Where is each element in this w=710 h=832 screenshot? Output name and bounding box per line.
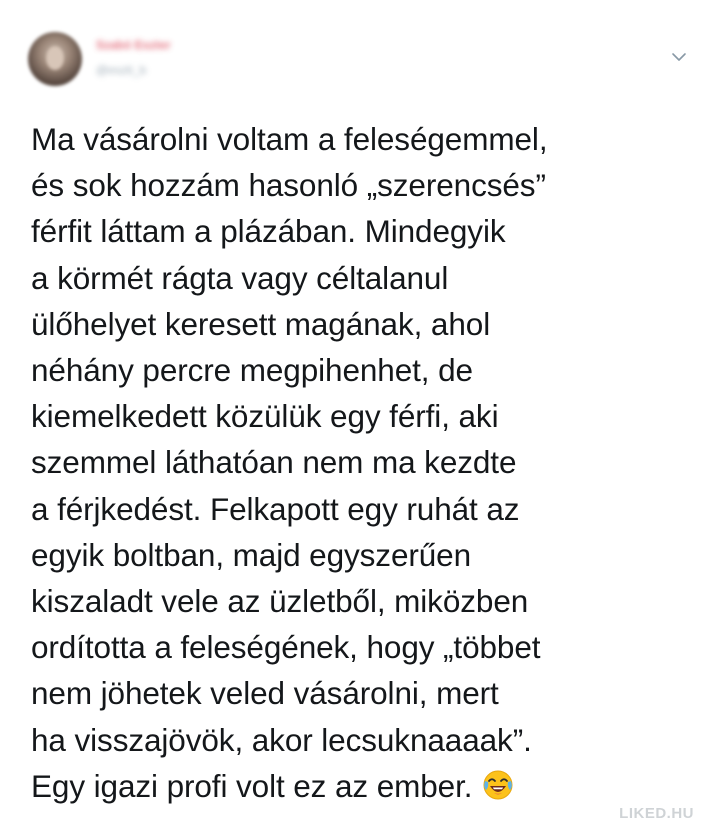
tweet-line: ülőhelyet keresett magának, ahol xyxy=(31,305,491,342)
tweet-line-text: Egy igazi profi volt ez az ember. xyxy=(31,767,473,804)
tweet-line: ordította a feleségének, hogy „többet xyxy=(31,629,541,666)
tweet-line: nem jöhetek veled vásárolni, mert xyxy=(31,675,499,712)
author-handle[interactable]: @eszti_b xyxy=(96,63,147,77)
tweet-line: néhány percre megpihenhet, de xyxy=(31,352,473,389)
tweet-text xyxy=(31,116,691,809)
watermark: LIKED.HU xyxy=(619,805,694,822)
avatar[interactable] xyxy=(28,32,82,86)
tweet-line: férfit láttam a plázában. Mindegyik xyxy=(31,213,506,250)
author-display-name[interactable]: Szabó Eszter xyxy=(96,38,171,52)
tweet-line: a körmét rágta vagy céltalanul xyxy=(31,259,449,296)
chevron-down-icon[interactable] xyxy=(670,48,688,66)
tweet-line: Ma vásárolni voltam a feleségemmel, xyxy=(31,121,548,157)
tweet-line: kiszaladt vele az üzletből, miközben xyxy=(31,583,529,620)
tweet-line: a férjkedést. Felkapott egy ruhát az xyxy=(31,490,520,527)
tweet-last-line xyxy=(31,763,691,809)
tweet-line: szemmel láthatóan nem ma kezdte xyxy=(31,444,517,481)
tweet-line: kiemelkedett közülük egy férfi, aki xyxy=(31,398,499,435)
tears-of-joy-emoji xyxy=(482,767,514,799)
tweet-line: egyik boltban, majd egyszerűen xyxy=(31,536,472,573)
tweet-line: és sok hozzám hasonló „szerencsés” xyxy=(31,167,546,204)
avatar-face xyxy=(46,46,64,70)
tweet-line: ha visszajövök, akor lecsuknaaaak”. xyxy=(31,721,532,758)
